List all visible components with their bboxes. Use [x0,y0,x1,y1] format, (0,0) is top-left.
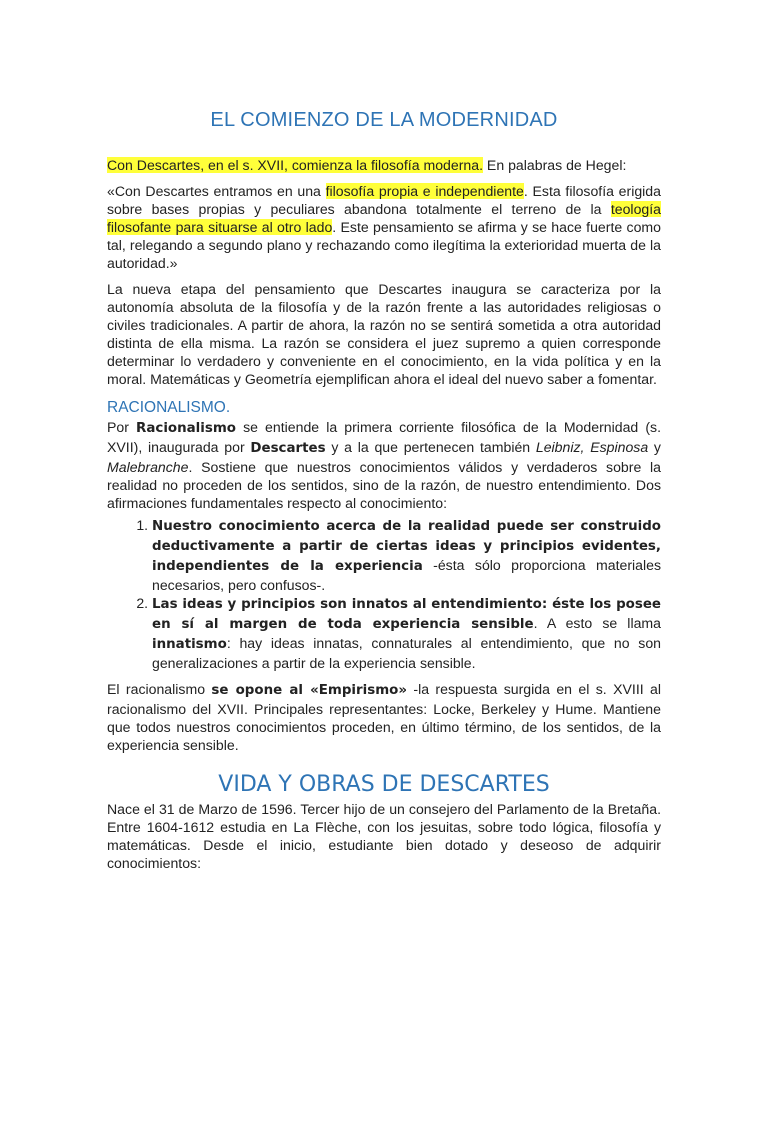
list-item-1-bold: Nuestro conocimiento acerca de la realidad puede ser construido deductivamente a partir de ciertas ideas y principios evidentes, independientes de la experiencia [152,519,661,574]
list-item-2-bold: Las ideas y principios son innatos al entendimiento: éste los posee en sí al margen de toda experiencia sensible [152,597,661,632]
emp-text-2: -la respuesta surgida en el s. XVIII al racionalismo del XVII. Principales representantes: Locke, Berkeley y Hume. Mantiene que todos nuestros conocimientos proceden, en último término, de los sentidos, de la experiencia sensible. [107,681,662,753]
quote-text-1: «Con Descartes entramos en una [107,183,326,199]
racionalismo-paragraph [107,418,661,512]
rac-text-1: Por [107,419,137,435]
intro-highlight: Con Descartes, en el s. XVII, comienza la filosofía moderna. [107,157,484,173]
rac-italic-malebranche: Malebranche [107,459,189,475]
page-title: EL COMIENZO DE LA MODERNIDAD [210,109,558,131]
section-heading-racionalismo: RACIONALISMO. [107,399,231,416]
rac-bold-racionalismo: Racionalismo [136,421,236,436]
vida-paragraph: Nace el 31 de Marzo de 1596. Tercer hijo de un consejero del Parlamento de la Bretaña. Entre 1604-1612 estudia en La Flèche, con los jesuitas, sobre todo lógica, filosofía y matemáticas. Desde el inicio, estudiante bien dotado y deseoso de adquirir conocimientos: [107,801,661,871]
rac-text-4: y [648,439,661,455]
rac-bold-descartes: Descartes [250,441,326,456]
list-item [152,516,661,594]
quote-text-3: . Este pensamiento se afirma y se hace fuerte como tal, relegando a segundo plano y rechazando como ilegítima la exterioridad muerta de la autoridad.» [107,219,661,271]
emp-bold: se opone al «Empirismo» [211,683,407,698]
section-heading-vida: VIDA Y OBRAS DE DESCARTES [218,772,550,797]
document-page [0,106,768,1130]
quote-highlight-1: filosofía propia e independiente [325,183,524,199]
list-item-2-rest: : hay ideas innatas, connaturales al entendimiento, que no son generalizaciones a partir de la experiencia sensible. [152,635,661,671]
intro-rest: En palabras de Hegel: [483,157,627,173]
hegel-quote [107,182,661,272]
rac-text-5: . Sostiene que nuestros conocimientos válidos y verdaderos sobre la realidad no proceden de los sentidos, sino de la razón, de nuestro entendimiento. Dos afirmaciones fundamentales respecto al conocimiento: [107,459,661,511]
rac-text-3: y a la que pertenecen también [325,439,536,455]
rac-italic-leibniz: Leibniz, Espinosa [535,439,649,455]
list-item [152,594,661,672]
nueva-etapa-paragraph: La nueva etapa del pensamiento que Descartes inaugura se caracteriza por la autonomía absoluta de la filosofía y de la razón frente a las autoridades religiosas o civiles tradicionales. A partir de ahora, la razón no se sentirá sometida a otra autoridad distinta de ella misma. La razón se considera el juez supremo a quien corresponde determinar lo verdadero y conveniente en el conocimiento, en la vida política y en la moral. Matemáticas y Geometría ejemplifican ahora el ideal del nuevo saber a fomentar. [107,281,661,387]
rac-text-2: se entiende la primera corriente filosófica de la Modernidad (s. XVII), inaugurada por [107,419,661,455]
emp-text-1: El racionalismo [107,681,212,697]
quote-highlight-2: teología filosofante para situarse al otro lado [107,201,661,235]
list-item-2-mid: . A esto se llama [533,615,661,631]
empirismo-paragraph [107,680,661,754]
numbered-list [107,516,661,672]
list-item-2-bold-innatismo: innatismo [152,637,227,652]
intro-paragraph [107,156,661,174]
quote-text-2: . Esta filosofía erigida sobre bases propias y peculiares abandona totalmente el terreno de la [107,183,661,217]
list-item-1-rest: -ésta sólo proporciona materiales necesarios, pero confusos-. [152,557,661,593]
